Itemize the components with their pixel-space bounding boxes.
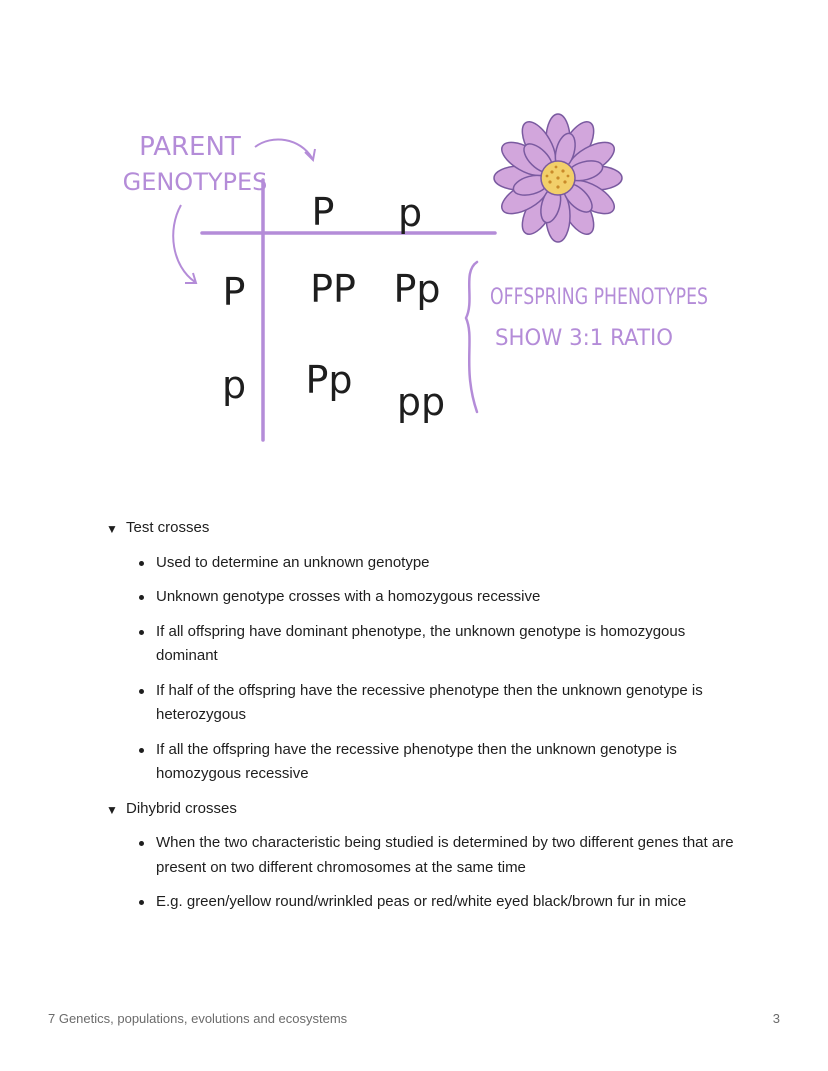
bullet-icon	[139, 900, 144, 905]
toggle-expanded-icon[interactable]: ▼	[106, 522, 118, 536]
list-item: E.g. green/yellow round/wrinkled peas or red/white eyed black/brown fur in mice	[106, 890, 746, 915]
bullet-list-test-crosses	[106, 551, 746, 787]
toggle-title: Dihybrid crosses	[126, 799, 237, 817]
parent-label-line2: GENOTYPES	[122, 168, 268, 196]
list-item: Used to determine an unknown genotype	[106, 551, 746, 576]
list-item: When the two characteristic being studied is determined by two different genes that are present on two different chromosomes at the same time	[106, 831, 746, 880]
parent-label-line1: PARENT	[139, 132, 241, 162]
toggle-title: Test crosses	[126, 519, 210, 536]
arrow-to-column-headers	[255, 139, 312, 158]
offspring-brace	[466, 262, 477, 412]
row-header-1: P	[222, 270, 246, 314]
punnett-square-drawing	[0, 0, 828, 470]
offspring-label-line1: OFFSPRING PHENOTYPES	[490, 285, 708, 310]
bullet-icon	[139, 748, 144, 753]
toggle-test-crosses[interactable]	[106, 516, 746, 541]
list-item: If all offspring have dominant phenotype, the unknown genotype is homozygous dominant	[106, 620, 746, 669]
page-number: 3	[772, 1011, 780, 1026]
cell-1-1: PP	[310, 267, 356, 311]
bullet-icon	[139, 630, 144, 635]
punnett-square-figure	[0, 0, 828, 470]
bullet-list-dihybrid-crosses	[106, 831, 746, 915]
cell-2-2: pp	[396, 380, 446, 424]
list-item: If half of the offspring have the recessive phenotype then the unknown genotype is heterozygous	[106, 679, 746, 728]
toggle-expanded-icon[interactable]: ▼	[106, 802, 118, 817]
cell-1-2: Pp	[393, 267, 441, 311]
notes-content	[106, 516, 746, 925]
cell-2-1: Pp	[305, 358, 353, 402]
column-header-2: p	[397, 191, 423, 235]
bullet-icon	[139, 595, 144, 600]
arrow-to-row-headers	[173, 205, 195, 282]
column-header-1: P	[311, 190, 335, 234]
footer-title: 7 Genetics, populations, evolutions and ecosystems	[48, 1011, 348, 1026]
toggle-dihybrid-crosses[interactable]	[106, 797, 746, 822]
row-header-2: p	[221, 363, 247, 407]
flower-icon	[494, 114, 622, 242]
bullet-icon	[139, 561, 144, 566]
list-item: Unknown genotype crosses with a homozygous recessive	[106, 585, 746, 610]
bullet-icon	[139, 689, 144, 694]
bullet-icon	[139, 841, 144, 846]
list-item: If all the offspring have the recessive phenotype then the unknown genotype is homozygous recessive	[106, 738, 746, 787]
page-footer	[48, 1011, 780, 1026]
offspring-label-line2: SHOW 3:1 RATIO	[495, 326, 673, 351]
